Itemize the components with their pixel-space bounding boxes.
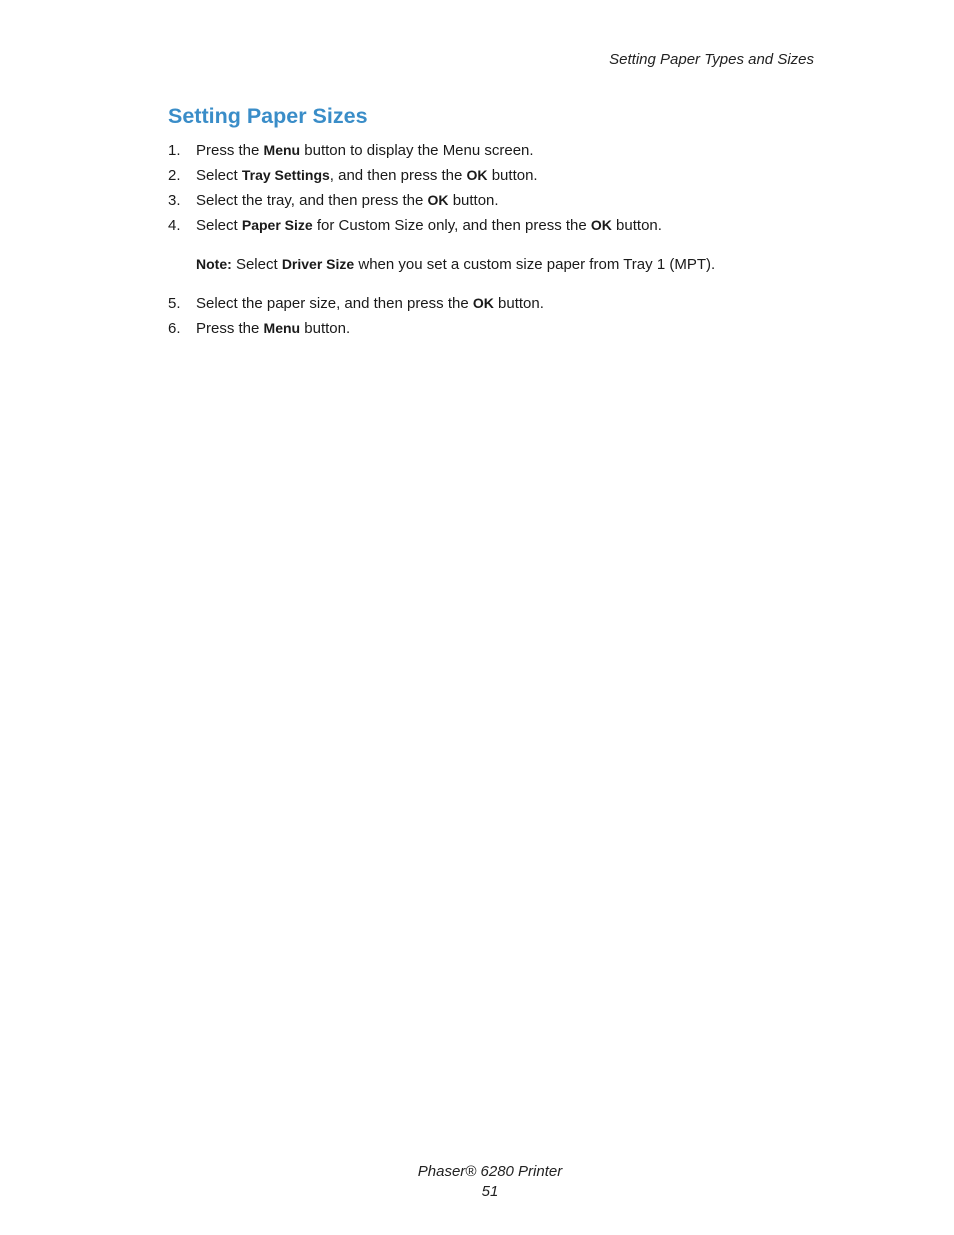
page-footer xyxy=(0,1162,954,1202)
tray-settings-label: Tray Settings xyxy=(241,167,330,183)
step-text: Select the paper size, and then press the OK button. xyxy=(196,295,544,312)
step-5 xyxy=(168,293,808,318)
section-title: Setting Paper Sizes xyxy=(168,104,368,128)
menu-button-label: Menu xyxy=(263,320,301,336)
step-number: 1. xyxy=(168,142,181,159)
step-number: 4. xyxy=(168,217,181,234)
step-number: 5. xyxy=(168,295,181,312)
menu-button-label: Menu xyxy=(263,142,301,158)
step-1 xyxy=(168,140,808,165)
step-text: Press the Menu button. xyxy=(196,320,351,337)
step-text: Press the Menu button to display the Menu screen. xyxy=(196,142,534,159)
step-6 xyxy=(168,318,808,343)
step-4 xyxy=(168,215,808,240)
step-number: 6. xyxy=(168,320,181,337)
step-3 xyxy=(168,190,808,215)
driver-size-label: Driver Size xyxy=(281,256,355,272)
step-text: Select the tray, and then press the OK button. xyxy=(196,192,499,209)
note-label: Note: xyxy=(196,256,232,272)
step-number: 2. xyxy=(168,167,181,184)
steps-list xyxy=(168,140,808,343)
paper-size-label: Paper Size xyxy=(241,217,313,233)
step-number: 3. xyxy=(168,192,181,209)
footer-product: Phaser® 6280 Printer xyxy=(417,1163,563,1180)
running-header: Setting Paper Types and Sizes xyxy=(609,51,814,68)
step-text: Select Paper Size for Custom Size only, and then press the OK button. xyxy=(196,217,662,234)
ok-button-label: OK xyxy=(427,192,449,208)
ok-button-label: OK xyxy=(472,295,494,311)
step-text: Select Tray Settings, and then press the OK button. xyxy=(196,167,538,184)
ok-button-label: OK xyxy=(590,217,612,233)
ok-button-label: OK xyxy=(466,167,488,183)
step-2 xyxy=(168,165,808,190)
page-number: 51 xyxy=(481,1183,499,1200)
note: Note: Select Driver Size when you set a custom size paper from Tray 1 (MPT). xyxy=(196,256,716,273)
